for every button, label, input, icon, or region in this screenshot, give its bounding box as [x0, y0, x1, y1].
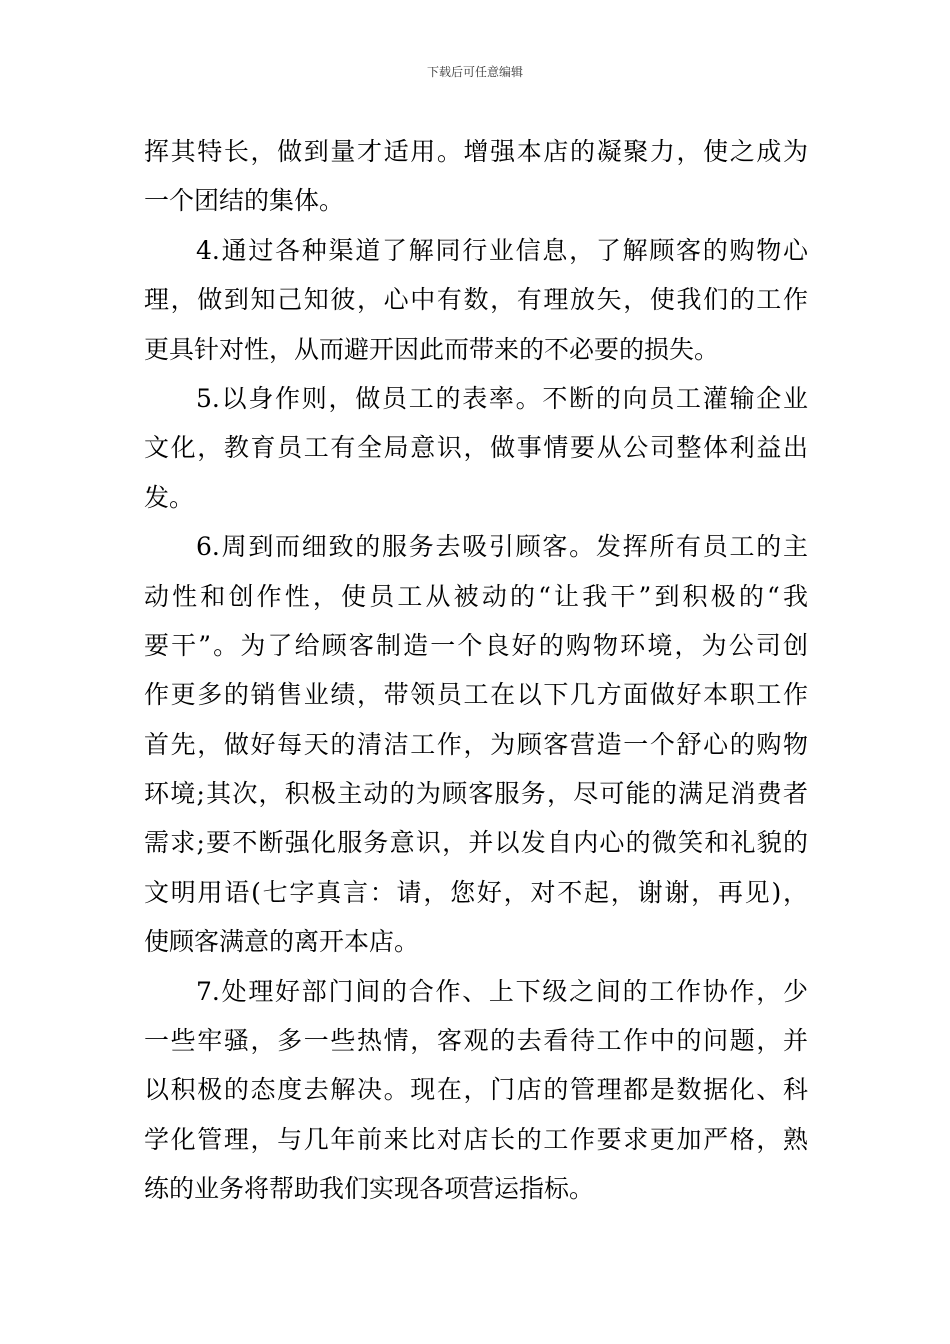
text-line: 4.通过各种渠道了解同行业信息，了解顾客的购物心	[196, 235, 808, 265]
text-line: 要干”。为了给顾客制造一个良好的购物环境，为公司创	[144, 630, 808, 660]
text-line: 5.以身作则，做员工的表率。不断的向员工灌输企业	[196, 383, 808, 413]
text-line: 动性和创作性，使员工从被动的“让我干”到积极的“我	[144, 581, 808, 611]
text-line: 使顾客满意的离开本店。	[144, 927, 420, 957]
text-line: 练的业务将帮助我们实现各项营运指标。	[144, 1174, 595, 1204]
text-line: 以积极的态度去解决。现在，门店的管理都是数据化、科	[144, 1075, 808, 1105]
text-line: 一些牢骚，多一些热情，客观的去看待工作中的问题，并	[144, 1026, 808, 1056]
text-line: 环境;其次，积极主动的为顾客服务，尽可能的满足消费者	[144, 779, 808, 809]
text-line: 7.处理好部门间的合作、上下级之间的工作协作，少	[196, 976, 808, 1006]
text-line: 6.周到而细致的服务去吸引顾客。发挥所有员工的主	[196, 532, 808, 562]
text-line: 发。	[144, 482, 195, 512]
text-line: 首先，做好每天的清洁工作，为顾客营造一个舒心的购物	[144, 729, 808, 759]
text-line: 学化管理，与几年前来比对店长的工作要求更加严格，熟	[144, 1124, 808, 1154]
page-header: 下载后可任意编辑	[426, 65, 523, 79]
text-line: 文化，教育员工有全局意识，做事情要从公司整体利益出	[144, 433, 808, 463]
text-line: 需求;要不断强化服务意识，并以发自内心的微笑和礼貌的	[144, 828, 808, 858]
text-line: 挥其特长，做到量才适用。增强本店的凝聚力，使之成为	[144, 137, 808, 166]
text-line: 文明用语(七字真言：请，您好，对不起，谢谢，再见)，	[144, 877, 808, 907]
document-body	[144, 127, 808, 1214]
text-line: 作更多的销售业绩，带领员工在以下几方面做好本职工作	[144, 680, 808, 710]
text-line: 一个团结的集体。	[144, 186, 345, 216]
text-line: 更具针对性，从而避开因此而带来的不必要的损失。	[144, 334, 720, 364]
text-line: 理，做到知己知彼，心中有数，有理放矢，使我们的工作	[144, 285, 808, 315]
